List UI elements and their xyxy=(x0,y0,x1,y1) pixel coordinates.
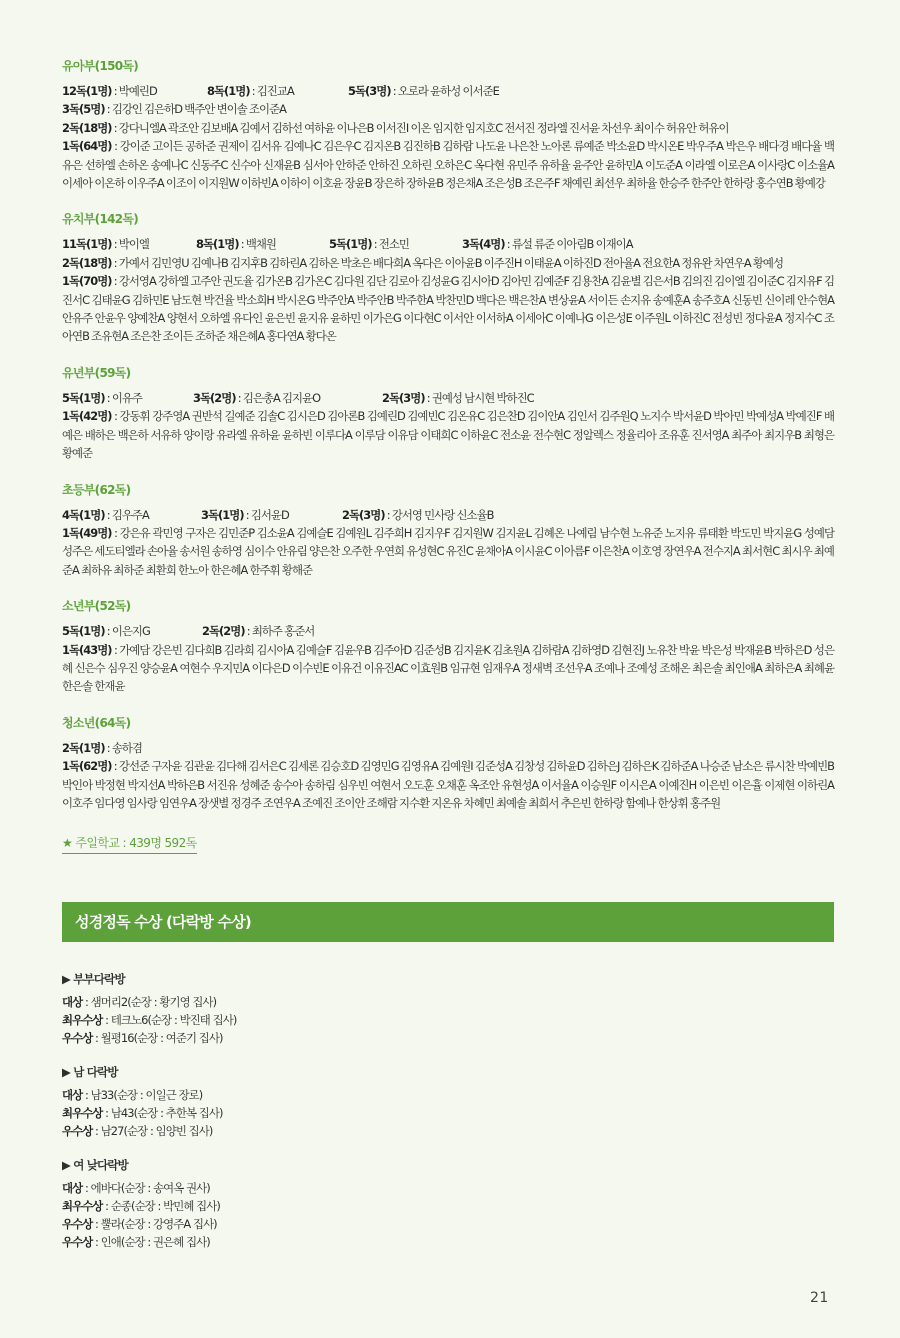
separator: : xyxy=(102,1199,111,1213)
separator: : xyxy=(371,237,379,252)
separator: : xyxy=(104,624,112,639)
summary-row xyxy=(62,389,834,407)
count-label: 2독(18명) xyxy=(62,120,112,135)
separator: : xyxy=(82,1181,91,1195)
count-label: 12독(1명) xyxy=(62,84,112,98)
department-section xyxy=(62,365,834,463)
separator: : xyxy=(111,255,119,270)
award-row xyxy=(62,1104,662,1122)
award-label: 대상 xyxy=(62,1088,83,1102)
name-list: 강은유 곽민영 구자은 김민준P 김소윤A 김예슬E 김예원L 김주희H 김지우F 김지원W 김지윤L 김혜온 나예림 남수현 노유준 노지유 류태환 박도민 박지윤G 성예담 성주은 세도티엘라 손아율 송서원 송하영 심이수 안유림 양은찬 오주한 우연희 유성현C 유진C 윤채아A 이시윤C 이아름F 이은찬A 이호영 장연우A 전수지A 최서현C 최시우 최예준A 최하유 최하준 최환희 한노아 한은혜A 한주휘 황해준 xyxy=(62,525,834,577)
name-list: 김강인 김은하D 백주안 변이솔 조이준A xyxy=(111,102,286,117)
summary-cell xyxy=(62,506,201,524)
name-row xyxy=(62,407,834,462)
name-row xyxy=(62,272,834,346)
count-label: 5독(1명) xyxy=(62,390,105,405)
count-label: 8독(1명) xyxy=(207,84,250,98)
count-label: 5독(1명) xyxy=(62,624,105,639)
summary-row xyxy=(62,622,834,640)
award-winner: 남43(순장 : 추한복 집사) xyxy=(110,1106,223,1120)
name-list: 백채원 xyxy=(245,237,276,252)
award-winner: 남27(순장 : 임양빈 집사) xyxy=(100,1124,213,1138)
award-group-title: ▶ 여 낮다락방 xyxy=(62,1158,128,1172)
award-winner: 남33(순장 : 이일근 장로) xyxy=(90,1088,203,1102)
award-row xyxy=(62,1011,662,1029)
department-title: 초등부(62독) xyxy=(62,482,131,497)
separator: : xyxy=(504,237,512,252)
separator: : xyxy=(104,390,112,405)
name-row xyxy=(62,100,834,118)
summary-cell xyxy=(207,82,348,100)
name-list: 김은총A 김지윤O xyxy=(242,390,321,405)
separator: : xyxy=(102,1013,111,1027)
name-list: 김서윤D xyxy=(250,507,289,522)
summary-cell xyxy=(382,389,534,407)
name-row xyxy=(62,739,834,757)
count-label: 5독(1명) xyxy=(329,237,372,252)
summary-cell xyxy=(462,235,633,253)
name-row xyxy=(62,757,834,812)
name-list: 강선준 구자윤 김관윤 김다해 김서은C 김세론 김승호D 김영민G 김영유A 김예원I 김준성A 김창성 김하윤D 김하은J 김하은K 김하준A 나승준 남소은 류시찬 박예빈B 박인아 박정현 박지선A 박하은B 서진유 성혜준 송수아 송하림 심우빈 여현서 오도훈 오채훈 옥조안 유현성A 이서율A 이승원F 이시은A 이예진H 이은빈 이은휼 이제현 이하린A 이호주 임다영 임사랑 임연우A 장샛별 정경주 조연우A 조예진 조이안 조해람 지수환 지온유 차혜민 최예솔 최희서 추은빈 한하랑 함예나 한상휘 홍주원 xyxy=(62,759,834,810)
name-list: 이은지G xyxy=(111,624,150,639)
name-list: 가예서 김민영U 김예나B 김지후B 김하린A 김하온 박초은 배다희A 옥다은 이아윤B 이주진H 이태윤A 이하진D 전아율A 전요한A 정유완 차연우A 황예성 xyxy=(118,255,784,270)
count-label: 1독(43명) xyxy=(62,642,112,657)
total-summary: ★ 주일학교 : 439명 592독 xyxy=(62,835,197,854)
department-title: 청소년(64독) xyxy=(62,715,131,730)
separator: : xyxy=(390,84,398,98)
separator: : xyxy=(424,390,432,405)
award-row xyxy=(62,1197,662,1215)
award-winner: 테크노6(순장 : 박진태 집사) xyxy=(110,1013,237,1027)
separator: : xyxy=(92,1217,101,1231)
name-row xyxy=(62,641,834,696)
name-list: 오로라 윤하성 이서준E xyxy=(397,84,499,98)
name-list: 송하겸 xyxy=(111,740,142,755)
separator: : xyxy=(102,1106,111,1120)
count-label: 1독(49명) xyxy=(62,525,112,540)
count-label: 4독(1명) xyxy=(62,507,105,522)
award-winner: 뿔라(순장 : 강영주A 집사) xyxy=(100,1217,217,1231)
award-label: 우수상 xyxy=(62,1217,93,1231)
department-section xyxy=(62,598,834,696)
count-label: 1독(62명) xyxy=(62,759,112,774)
award-list xyxy=(62,970,662,1267)
name-list: 강서영 민사랑 신소율B xyxy=(391,507,494,522)
summary-cell xyxy=(201,506,342,524)
award-group xyxy=(62,1156,662,1251)
separator: : xyxy=(111,237,119,252)
award-label: 우수상 xyxy=(62,1031,93,1045)
separator: : xyxy=(111,139,120,154)
summary-row xyxy=(62,82,834,100)
count-label: 3독(5명) xyxy=(62,102,105,117)
summary-row xyxy=(62,506,834,524)
award-winner: 순종(순장 : 박민혜 집사) xyxy=(110,1199,220,1213)
department-title: 유년부(59독) xyxy=(62,365,131,380)
name-row xyxy=(62,119,834,137)
separator: : xyxy=(92,1124,101,1138)
separator: : xyxy=(111,84,119,98)
separator: : xyxy=(104,507,112,522)
separator: : xyxy=(249,84,257,98)
name-list: 강다니엘A 곽조안 김보배A 김예서 김하선 여하윤 이나은B 이서진I 이온 임지한 임지호C 전서진 정라엘 진서윤 차선우 최이수 허유안 허유이 xyxy=(118,120,729,135)
separator: : xyxy=(235,390,243,405)
award-label: 최우수상 xyxy=(62,1199,103,1213)
count-label: 5독(3명) xyxy=(348,84,391,98)
department-title: 소년부(52독) xyxy=(62,599,131,614)
award-row xyxy=(62,1122,662,1140)
summary-cell xyxy=(329,235,462,253)
summary-row xyxy=(62,235,834,253)
separator: : xyxy=(104,740,112,755)
name-row xyxy=(62,524,834,579)
reading-lists xyxy=(62,58,834,854)
separator: : xyxy=(92,1235,101,1249)
summary-cell xyxy=(196,235,329,253)
department-section xyxy=(62,482,834,580)
separator: : xyxy=(104,102,112,117)
summary-cell xyxy=(202,622,314,640)
separator: : xyxy=(111,759,119,774)
separator: : xyxy=(92,1031,101,1045)
separator: : xyxy=(82,1088,91,1102)
separator: : xyxy=(244,624,252,639)
summary-cell xyxy=(62,235,196,253)
name-list: 강동휘 강주영A 권반석 길예준 김솔C 김시은D 김아론B 김예린D 김예빈C 김온유C 김은찬D 김이안A 김인서 김주원Q 노지수 박서윤D 박아민 박예성A 박예진F 배예은 배하은 백은하 서유하 양이랑 유라엘 유하윤 윤하빈 이루다A 이루담 이유담 이태희C 이하윤C 전소윤 전수현C 정알렉스 정율리아 조유훈 진서영A 최주아 최지우B 최형은 황예준 xyxy=(62,409,835,461)
summary-cell xyxy=(193,389,382,407)
award-winner: 인애(순장 : 권은혜 집사) xyxy=(100,1235,210,1249)
separator: : xyxy=(111,274,119,289)
award-row xyxy=(62,1233,662,1251)
award-row xyxy=(62,1179,662,1197)
name-list: 강서영A 강하엘 고주안 권도율 김가온B 김가온C 김다원 김단 김로아 김성윤G 김시아D 김아민 김예준F 김용찬A 김윤별 김은서B 김의진 김이엘 김이준C 김지유F 김진서C 김태윤G 김하민E 남도현 박건율 박소희H 박시온G 박주안A 박주안B 박주한A 박찬민D 백다은 백은찬A 변상윤A 서이든 손지유 송예훈A 송주호A 신동빈 신이레 안수현A 안유주 안윤우 양예찬A 양현서 오하엘 유다인 윤은빈 윤지유 윤하민 이가은G 이다현C 이서안 이서하A 이세아C 이예나G 이은성E 이주원L 이하진C 전성빈 정다윤A 정지수C 조아연B 조유현A 조은찬 조이든 조하준 채은혜A 홍다연A 황다온 xyxy=(62,274,834,344)
award-row xyxy=(62,993,662,1011)
award-group xyxy=(62,970,662,1047)
name-list: 최하주 홍준서 xyxy=(251,624,315,639)
name-list: 김진교A xyxy=(256,84,294,98)
separator: : xyxy=(82,995,91,1009)
award-winner: 에바다(순장 : 송여옥 권사) xyxy=(90,1181,210,1195)
name-list: 강이준 고이든 공하준 권제이 김서유 김예나C 김은우C 김지온B 김진하B 김하람 나도윤 나은찬 노아론 류예준 박소윤D 박시온E 박우주A 박은우 배다경 배다율 백유은 선하엘 손하온 송예나C 신동주C 신수아 신재윤B 심서아 안하준 안하진 오하린 오하은C 옥다현 유민주 유하율 윤주안 윤하민A 이도준A 이라엘 이로은A 이사랑C 이소율A 이세아 이온하 이우주A 이조이 이지원W 이하빈A 이하이 이호윤 장윤B 장은하 장하윤B 정은채A 조은성B 조은주F 채예린 최선우 최하율 한승주 한주안 한하랑 홍수연B 황예강 xyxy=(62,139,834,191)
separator: : xyxy=(111,525,120,540)
count-label: 2독(18명) xyxy=(62,255,112,270)
separator: : xyxy=(111,409,120,424)
name-list: 이유주 xyxy=(111,390,142,405)
name-list: 류설 류준 이아림B 이재이A xyxy=(511,237,633,252)
award-winner: 샘머리2(순장 : 황기영 집사) xyxy=(90,995,217,1009)
summary-cell xyxy=(62,389,193,407)
count-label: 2독(1명) xyxy=(62,740,105,755)
name-list: 박예린D xyxy=(118,84,157,98)
award-label: 우수상 xyxy=(62,1124,93,1138)
name-list: 박이엘 xyxy=(118,237,149,252)
award-label: 최우수상 xyxy=(62,1013,103,1027)
separator: : xyxy=(111,120,119,135)
count-label: 3독(2명) xyxy=(193,390,236,405)
summary-cell xyxy=(342,506,494,524)
award-group-title: ▶ 부부다락방 xyxy=(62,972,125,986)
award-label: 대상 xyxy=(62,1181,83,1195)
department-section xyxy=(62,715,834,813)
count-label: 1독(64명) xyxy=(62,139,112,154)
separator: : xyxy=(243,507,251,522)
name-list: 김우주A xyxy=(111,507,149,522)
department-title: 유치부(142독) xyxy=(62,212,139,227)
name-row xyxy=(62,137,834,192)
award-label: 대상 xyxy=(62,995,83,1009)
award-group-title: ▶ 남 다락방 xyxy=(62,1065,118,1079)
award-row xyxy=(62,1029,662,1047)
count-label: 2독(3명) xyxy=(342,507,385,522)
summary-cell xyxy=(62,622,202,640)
name-list: 전소민 xyxy=(378,237,409,252)
name-list: 권예성 남시현 박하진C xyxy=(431,390,534,405)
separator: : xyxy=(111,642,120,657)
name-row xyxy=(62,254,834,272)
award-row xyxy=(62,1215,662,1233)
count-label: 11독(1명) xyxy=(62,237,112,252)
separator: : xyxy=(384,507,392,522)
award-winner: 월평16(순장 : 여준기 집사) xyxy=(100,1031,223,1045)
summary-cell xyxy=(348,82,499,100)
count-label: 1독(70명) xyxy=(62,274,112,289)
banner-title: 성경정독 수상 (다락방 수상) xyxy=(75,913,251,931)
count-label: 3독(4명) xyxy=(462,237,505,252)
award-banner xyxy=(62,902,834,942)
count-label: 3독(1명) xyxy=(201,507,244,522)
summary-cell xyxy=(62,82,207,100)
department-section xyxy=(62,211,834,345)
separator: : xyxy=(238,237,246,252)
count-label: 2독(2명) xyxy=(202,624,245,639)
count-label: 2독(3명) xyxy=(382,390,425,405)
award-label: 최우수상 xyxy=(62,1106,103,1120)
count-label: 8독(1명) xyxy=(196,237,239,252)
award-label: 우수상 xyxy=(62,1235,93,1249)
department-section xyxy=(62,58,834,192)
count-label: 1독(42명) xyxy=(62,409,112,424)
name-list: 가예담 강은빈 김다희B 김라희 김시아A 김예슬F 김윤우B 김주아D 김준성B 김지윤K 김초원A 김하람A 김하영D 김현진J 노유찬 박윤 박은성 박재윤B 박하은D 성은혜 신은수 심우진 양승윤A 여현수 우지민A 이다은D 이수빈E 이유건 이유진AC 이효원B 임규현 임재우A 정새벽 조선우A 조예나 조예성 조해온 최은솔 최인애A 최하은A 최혜윤 한은솔 한재윤 xyxy=(62,642,834,694)
department-title: 유아부(150독) xyxy=(62,59,139,73)
page-number: 21 xyxy=(810,1290,829,1306)
award-row xyxy=(62,1086,662,1104)
award-group xyxy=(62,1063,662,1140)
